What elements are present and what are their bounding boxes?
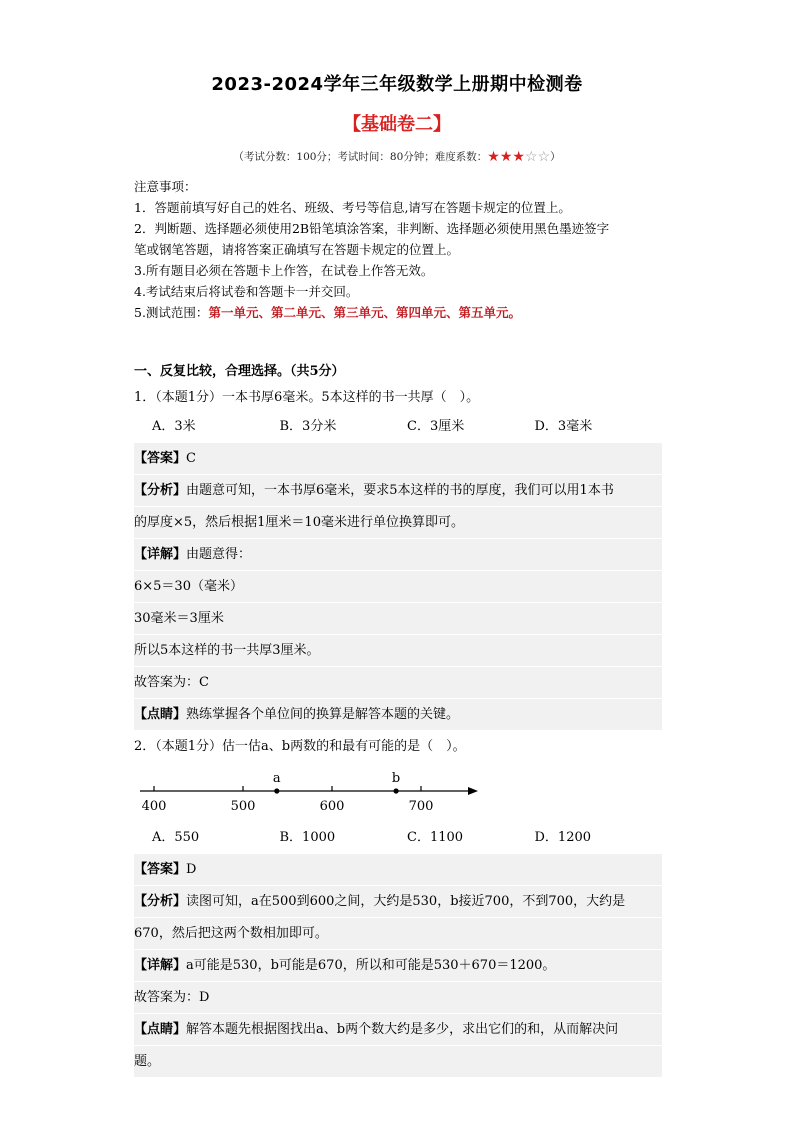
star-filled-icon: ★ xyxy=(499,149,513,165)
option-d: D．1200 xyxy=(534,830,592,845)
detail-line: 6×5＝30（毫米） xyxy=(134,570,662,602)
question-2-solution xyxy=(134,853,662,1077)
question-1-solution xyxy=(134,442,662,730)
tick-label: 400 xyxy=(141,799,167,814)
point-text: 熟练掌握各个单位间的换算是解答本题的关键。 xyxy=(186,707,460,722)
point-text: 解答本题先根据图找出a、b两个数大约是多少，求出它们的和，从而解决问 xyxy=(186,1022,619,1037)
note-item: 4.考试结束后将试卷和答题卡一并交回。 xyxy=(134,284,359,299)
point-tag: 【点睛】 xyxy=(134,707,187,722)
analysis-row xyxy=(134,885,662,917)
scope-value: 第一单元、第二单元、第三单元、第四单元、第五单元。 xyxy=(208,305,521,320)
option-b: B．3分米 xyxy=(279,419,337,434)
tick-label: 700 xyxy=(408,799,434,814)
detail-tag: 【详解】 xyxy=(134,958,187,973)
question-1-options xyxy=(134,412,662,442)
meta-suffix: ） xyxy=(550,151,561,163)
detail-tag: 【详解】 xyxy=(134,547,187,562)
point-tag: 【点睛】 xyxy=(134,1022,187,1037)
note-item: 笔或钢笔答题，请将答案正确填写在答题卡规定的位置上。 xyxy=(134,242,460,257)
point-label: b xyxy=(391,771,401,786)
note-item: 1．答题前填写好自己的姓名、班级、考号等信息,请写在答题卡规定的位置上。 xyxy=(134,200,571,215)
question-1-stem: 1．（本题1分）一本书厚6毫米。5本这样的书一共厚（ ）。 xyxy=(134,390,480,405)
star-filled-icon: ★ xyxy=(487,149,500,165)
option-d: D．3毫米 xyxy=(534,419,593,434)
scope-label: 5.测试范围： xyxy=(134,305,209,320)
analysis-row-cont: 670，然后把这两个数相加即可。 xyxy=(134,917,662,949)
star-empty-icon: ☆ xyxy=(524,149,538,165)
answer-value: D xyxy=(186,862,197,877)
question-2-stem: 2．（本题1分）估一估a、b两数的和最有可能的是（ ）。 xyxy=(134,739,466,754)
exam-notes xyxy=(134,176,674,323)
detail-line: 故答案为：C xyxy=(134,666,662,698)
conclusion-row: 故答案为：D xyxy=(134,981,662,1013)
section-heading: 一、反复比较，合理选择。（共5分） xyxy=(134,364,345,379)
point-label: a xyxy=(272,771,281,786)
detail-text: 由题意得： xyxy=(186,547,252,562)
analysis-tag: 【分析】 xyxy=(134,894,187,909)
notes-heading: 注意事项： xyxy=(134,179,197,194)
detail-line: 所以5本这样的书一共厚3厘米。 xyxy=(134,634,662,666)
note-item: 2．判断题、选择题必须使用2B铅笔填涂答案，非判断、选择题必须使用黑色墨迹签字 xyxy=(134,221,610,236)
answer-tag: 【答案】 xyxy=(134,451,187,466)
arrow-head-icon xyxy=(468,787,478,795)
analysis-text: 由题意可知，一本书厚6毫米，要求5本这样的书的厚度，我们可以用1本书 xyxy=(186,483,614,498)
point-row xyxy=(134,1013,662,1045)
number-line-svg xyxy=(134,761,494,823)
option-a: A．3米 xyxy=(152,419,196,434)
answer-row xyxy=(134,442,662,474)
analysis-tag: 【分析】 xyxy=(134,483,187,498)
exam-content xyxy=(134,360,662,1077)
question-2-options xyxy=(134,823,662,853)
detail-row xyxy=(134,538,662,570)
option-c: C．3厘米 xyxy=(407,419,465,434)
detail-text: a可能是530，b可能是670，所以和可能是530＋670＝1200。 xyxy=(186,958,556,973)
note-item: 3.所有题目必须在答题卡上作答，在试卷上作答无效。 xyxy=(134,263,434,278)
star-empty-icon: ☆ xyxy=(537,149,551,165)
meta-prefix: （考试分数：100分；考试时间：80分钟；难度系数： xyxy=(233,151,488,163)
detail-row xyxy=(134,949,662,981)
option-a: A．550 xyxy=(152,830,200,845)
difficulty-stars xyxy=(487,149,550,165)
detail-line: 30毫米＝3厘米 xyxy=(134,602,662,634)
star-filled-icon: ★ xyxy=(512,149,525,165)
point-dot xyxy=(274,788,279,793)
analysis-text: 读图可知，a在500到600之间，大约是530，b接近700，不到700，大约是 xyxy=(186,894,626,909)
page-subtitle: 【基础卷二】 xyxy=(343,114,451,135)
tick-label: 600 xyxy=(319,799,345,814)
option-b: B．1000 xyxy=(279,830,336,845)
exam-meta xyxy=(0,149,794,165)
point-row-cont: 题。 xyxy=(134,1045,662,1077)
answer-value: C xyxy=(186,451,196,466)
point-dot xyxy=(393,788,398,793)
page-title: 2023-2024学年三年级数学上册期中检测卷 xyxy=(211,74,583,95)
note-scope xyxy=(134,302,674,323)
option-c: C．1100 xyxy=(407,830,464,845)
tick-label: 500 xyxy=(230,799,256,814)
analysis-row xyxy=(134,474,662,506)
answer-tag: 【答案】 xyxy=(134,862,187,877)
analysis-row-cont: 的厚度×5，然后根据1厘米＝10毫米进行单位换算即可。 xyxy=(134,506,662,538)
answer-row xyxy=(134,853,662,885)
point-row xyxy=(134,698,662,730)
number-line-figure xyxy=(134,761,662,823)
